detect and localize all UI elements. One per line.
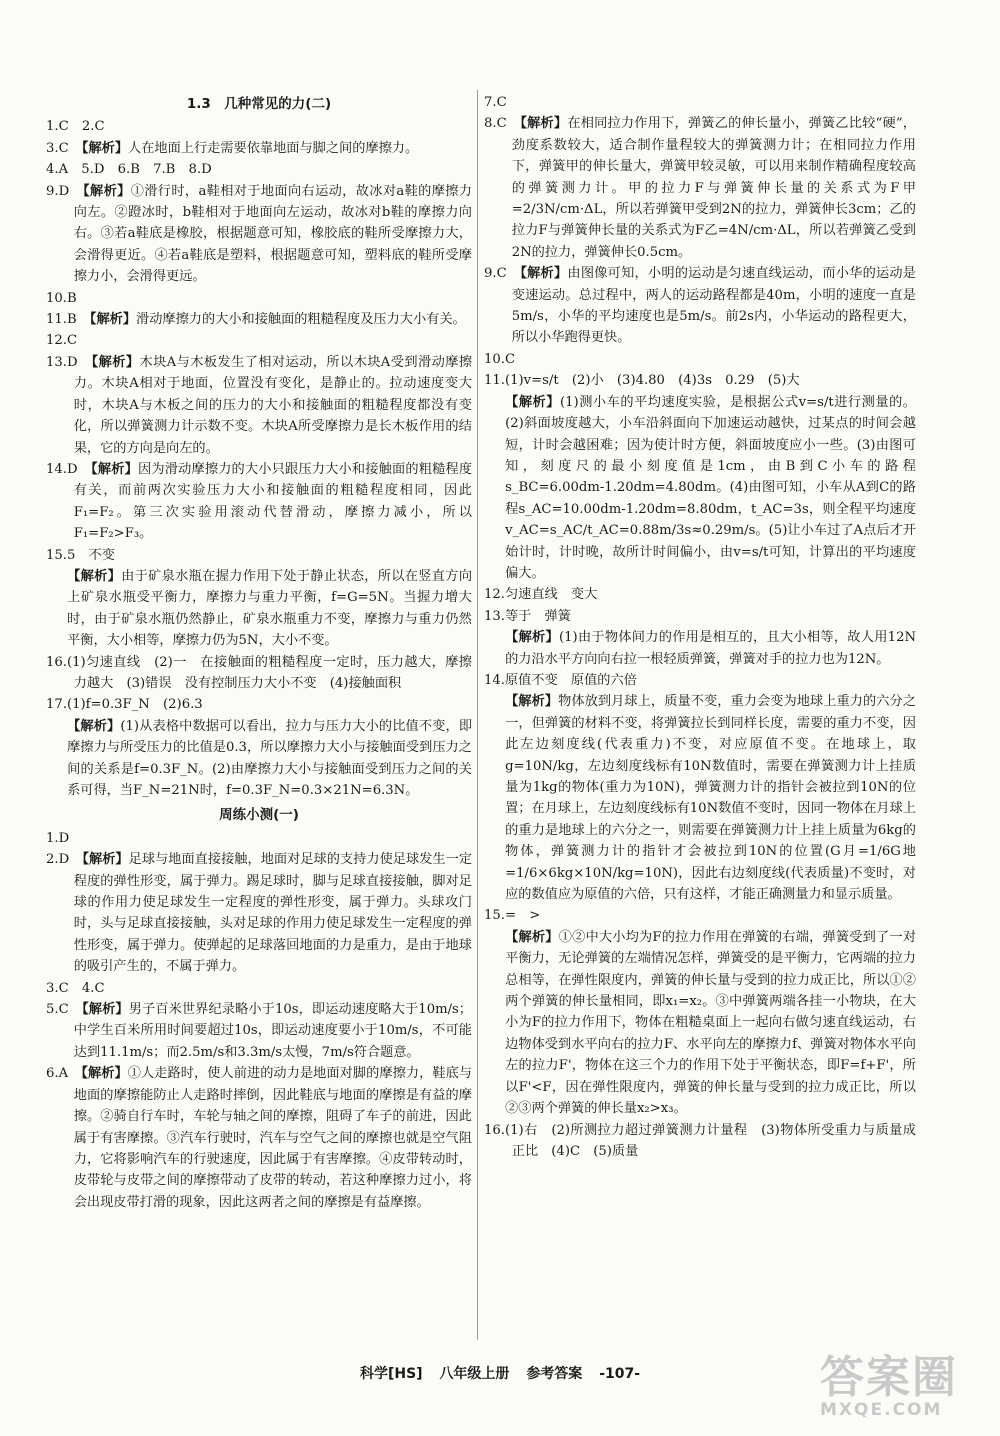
watermark-logo [820, 1352, 992, 1432]
analysis-tag: 【解析】 [520, 116, 568, 132]
answer-item: 14.D 【解析】因为滑动摩擦力的大小只跟压力大小和接触面的粗糙程度有关，而前两次实验压力大小和接触面的粗糙程度相同，因此F₁=F₂。第三次实验用滚动代替滑动，摩擦力减小，所以F₁=F₂>F₃。 [46, 461, 473, 542]
answer-item: 6.A 【解析】①人走路时，使人前进的动力是地面对脚的摩擦力，鞋底与地面的摩擦能防止人走路时摔倒，因此鞋底与地面的摩擦是有益的摩擦。②骑自行车时，车轮与轴之间的摩擦，阻碍了车子的前进，因此属于有害摩擦。③汽车行驶时，汽车与空气之间的摩擦也就是空气阻力，它将影响汽车的行驶速度，因此属于有害摩擦。④皮带转动时，皮带轮与皮带之间的摩擦带动了皮带的转动，若这种摩擦力过小，将会出现皮带打滑的现象，因此这两者之间的摩擦是有益摩擦。 [46, 1066, 473, 1210]
answer-item: 12.C [46, 333, 78, 349]
analysis-tag: 【解析】 [81, 140, 129, 156]
answer-item: 15.= > [484, 908, 541, 924]
answer-item: 1.D [46, 830, 70, 846]
analysis-tag: 【解析】 [67, 718, 121, 734]
analysis-paragraph: 【解析】①②中大小均为F的拉力作用在弹簧的右端，弹簧受到了一对平衡力，无论弹簧的左端情况怎样，弹簧受的是平衡力，它两端的拉力总相等，在弹性限度内，弹簧的伸长量与受到的拉力成正比，所以①②两个弹簧的伸长量相同，即x₁=x₂。③中弹簧两端各挂一小物块，在大小为F的拉力作用下，物体在粗糙桌面上一起向右做匀速直线运动，右边物体受到水平向右的拉力F、水平向左的摩擦力f、弹簧对物体水平向左的拉力F'，物体在这三个力的作用下处于平衡状态，即F=f+F'，所以F'<F，因在弹性限度内，弹簧的伸长量与受到的拉力成正比，所以②③两个弹簧的伸长量x₂>x₃。 [505, 929, 917, 1117]
analysis-tag: 【解析】 [82, 852, 129, 868]
column-divider [477, 90, 478, 1340]
answer-item: 1.C 2.C [46, 119, 105, 135]
analysis-tag: 【解析】 [82, 1002, 129, 1018]
analysis-paragraph: 【解析】由于矿泉水瓶在握力作用下处于静止状态，所以在竖直方向上矿泉水瓶受平衡力，摩擦力与重力平衡，f=G=5N。当握力增大时，由于矿泉水瓶仍然静止，矿泉水瓶重力不变，摩擦力与重力仍然平衡，大小相等，摩擦力仍为5N，大小不变。 [67, 568, 473, 649]
section-heading-weekly-quiz: 周练小测(一) [219, 807, 299, 824]
answer-item: 3.C 4.C [46, 980, 105, 996]
right-column [484, 92, 916, 1162]
answer-item: 13.D 【解析】木块A与木板发生了相对运动，所以木块A受到滑动摩擦力。木块A相对于地面，位置没有变化，是静止的。拉动速度变大时，木块A与木板之间的压力的大小和接触面的粗糙程度都没有变化，所以弹簧测力计示数不变。木块A所受摩擦力是长木板作用的结果，它的方向是向左的。 [46, 354, 473, 456]
answer-item: 3.C 【解析】人在地面上行走需要依靠地面与脚之间的摩擦力。 [46, 140, 419, 156]
answer-item: 16.(1)匀速直线 (2)一 在接触面的粗糙程度一定时，压力越大，摩擦力越大 (3)错误 没有控制压力大小不变 (4)接触面积 [46, 654, 472, 691]
answer-item: 8.C 【解析】在相同拉力作用下，弹簧乙的伸长量小，弹簧乙比较“硬”，劲度系数较大，适合制作量程较大的弹簧测力计；在相同拉力作用下，弹簧甲的伸长量大，弹簧甲较灵敏，可以用来制作精确程度较高的弹簧测力计。甲的拉力F与弹簧伸长量的关系式为F甲=2/3N/cm·ΔL，所以若弹簧甲受到2N的拉力，弹簧伸长3cm；乙的拉力F与弹簧伸长量的关系式为F乙=4N/cm·ΔL，所以若弹簧乙受到2N的拉力，弹簧伸长0.5cm。 [484, 116, 916, 260]
analysis-tag: 【解析】 [505, 929, 559, 945]
answer-item: 11.(1)v=s/t (2)小 (3)4.80 (4)3s 0.29 (5)大 [484, 373, 800, 389]
watermark-logo-text: 答案圈 [820, 1352, 958, 1403]
answer-item: 2.D 【解析】足球与地面直接接触，地面对足球的支持力使足球发生一定程度的弹性形变，属于弹力。踢足球时，脚与足球直接接触，脚对足球的作用力使足球发生一定程度的弹性形变，属于弹力。头球攻门时，头与足球直接接触，头对足球的作用力使足球发生一定程度的弹性形变，属于弹力。使弹起的足球落回地面的力是重力，是由于地球的吸引产生的，不属于弹力。 [46, 852, 473, 975]
analysis-tag: 【解析】 [505, 394, 560, 410]
answer-item: 7.C [484, 95, 507, 110]
analysis-tag: 【解析】 [89, 312, 137, 328]
left-column [46, 92, 472, 1213]
answer-item: 9.C 【解析】由图像可知，小明的运动是匀速直线运动，而小华的运动是变速运动。总过程中，两人的运动路程都是40m，小明的速度一直是5m/s，小华的平均速度也是5m/s。前2s内，小华运动的路程更大，所以小华跑得更快。 [484, 266, 916, 346]
watermark-url: MXQE.COM [820, 1400, 943, 1420]
answer-item: 9.D 【解析】①滑行时，a鞋相对于地面向右运动，故冰对a鞋的摩擦力向左。②蹬冰时，b鞋相对于地面向左运动，故冰对b鞋的摩擦力向右。③若a鞋底是橡胶，根据题意可知，橡胶底的鞋所受摩擦力大，会滑得更近。④若a鞋底是塑料，根据题意可知，塑料底的鞋所受摩擦力小，会滑得更远。 [46, 183, 472, 285]
answer-item: 10.B [46, 290, 77, 306]
analysis-paragraph: 【解析】物体放到月球上，质量不变，重力会变为地球上重力的六分之一，但弹簧的材料不变，将弹簧拉长到同样长度，需要的重力不变，因此左边刻度线(代表重力)不变，对应原值不变。在地球上，取g=10N/kg，左边刻度线标有10N数值时，需要在弹簧测力计上挂质量为1kg的物体(重力为10N)，弹簧测力计的指针会被拉到10N的位置；在月球上，左边刻度线标有10N数值不变时，因同一物体在月球上的重力是地球上的六分之一，则需要在弹簧测力计上挂上质量为6kg的物体，弹簧测力计的指针才会被拉到10N的位置(G月=1/6G地=1/6×6kg×10N/kg=10N)，因此右边刻度线(代表质量)不变时，对应的数值应为原值的六倍，只有这样，才能正确测量力和显示质量。 [505, 694, 917, 903]
footer-grade: 八年级上册 [439, 1366, 510, 1382]
footer-label: 参考答案 [526, 1366, 583, 1382]
analysis-paragraph: 【解析】(1)测小车的平均速度实验，是根据公式v=s/t进行测量的。(2)斜面坡度越大，小车沿斜面向下加速运动越快，过某点的时间会越短，计时会越困难；因为使计时方便，斜面坡度应小一些。(3)由图可知，刻度尺的最小刻度值是1cm，由B到C小车的路程s_BC=6.00dm-1.20dm=4.80dm。(4)由图可知，小车从A到C的路程s_AC=10.00dm-1.20dm=8.80dm，t_AC=3s，则全程平均速度v_AC=s_AC/t_AC=0.88m/3s≈0.29m/s。(5)让小车过了A点后才开始计时，计时晚，故所计时间偏小，由v=s/t可知，计算出的平均速度偏大。 [505, 394, 916, 581]
section-heading: 1.3 几种常见的力(二) [186, 96, 332, 112]
footer-subject: 科学[HS] [359, 1366, 423, 1382]
answer-item: 17.(1)f=0.3F_N (2)6.3 [46, 697, 203, 713]
answer-item: 15.5 不变 [46, 547, 115, 563]
analysis-tag: 【解析】 [505, 630, 559, 646]
answer-item: 5.C 【解析】男子百米世界纪录略小于10s，即运动速度略大于10m/s；中学生百米所用时间要超过10s，即运动速度要小于10m/s，不可能达到11.1m/s；而2.5m/s和3.3m/s太慢，7m/s符合题意。 [46, 1002, 472, 1060]
answer-item: 13.等于 弹簧 [484, 608, 571, 624]
page-number: -107- [599, 1366, 641, 1382]
answer-list-right [484, 92, 916, 1162]
analysis-tag: 【解析】 [520, 266, 568, 282]
analysis-tag: 【解析】 [81, 1066, 128, 1082]
analysis-tag: 【解析】 [83, 183, 131, 199]
analysis-tag: 【解析】 [91, 354, 140, 370]
analysis-paragraph: 【解析】(1)从表格中数据可以看出，拉力与压力大小的比值不变，即摩擦力与所受压力的比值是0.3，所以摩擦力大小与接触面受到压力之间的关系是f=0.3F_N。(2)由摩擦力大小与接触面受到压力之间的关系可得，当F_N=21N时，f=0.3F_N=0.3×21N=6.3N。 [67, 718, 473, 798]
answer-item: 10.C [484, 351, 516, 367]
answer-item: 14.原值不变 原值的六倍 [484, 672, 637, 688]
analysis-tag: 【解析】 [505, 694, 559, 710]
answer-list-weekly-quiz [46, 828, 472, 1213]
answer-item: 4.A 5.D 6.B 7.B 8.D [46, 162, 212, 178]
answer-item: 16.(1)右 (2)所测拉力超过弹簧测力计量程 (3)物体所受重力与质量成正比 (4)C (5)质量 [484, 1122, 916, 1159]
answer-item: 11.B 【解析】滑动摩擦力的大小和接触面的粗糙程度及压力大小有关。 [46, 312, 466, 328]
analysis-tag: 【解析】 [91, 461, 138, 477]
analysis-tag: 【解析】 [67, 568, 122, 584]
analysis-paragraph: 【解析】(1)由于物体间力的作用是相互的，且大小相等，故人用12N的力沿水平方向向右拉一根轻质弹簧，弹簧对手的拉力也为12N。 [505, 630, 917, 667]
answer-item: 12.匀速直线 变大 [484, 587, 598, 603]
answer-list [46, 116, 472, 801]
